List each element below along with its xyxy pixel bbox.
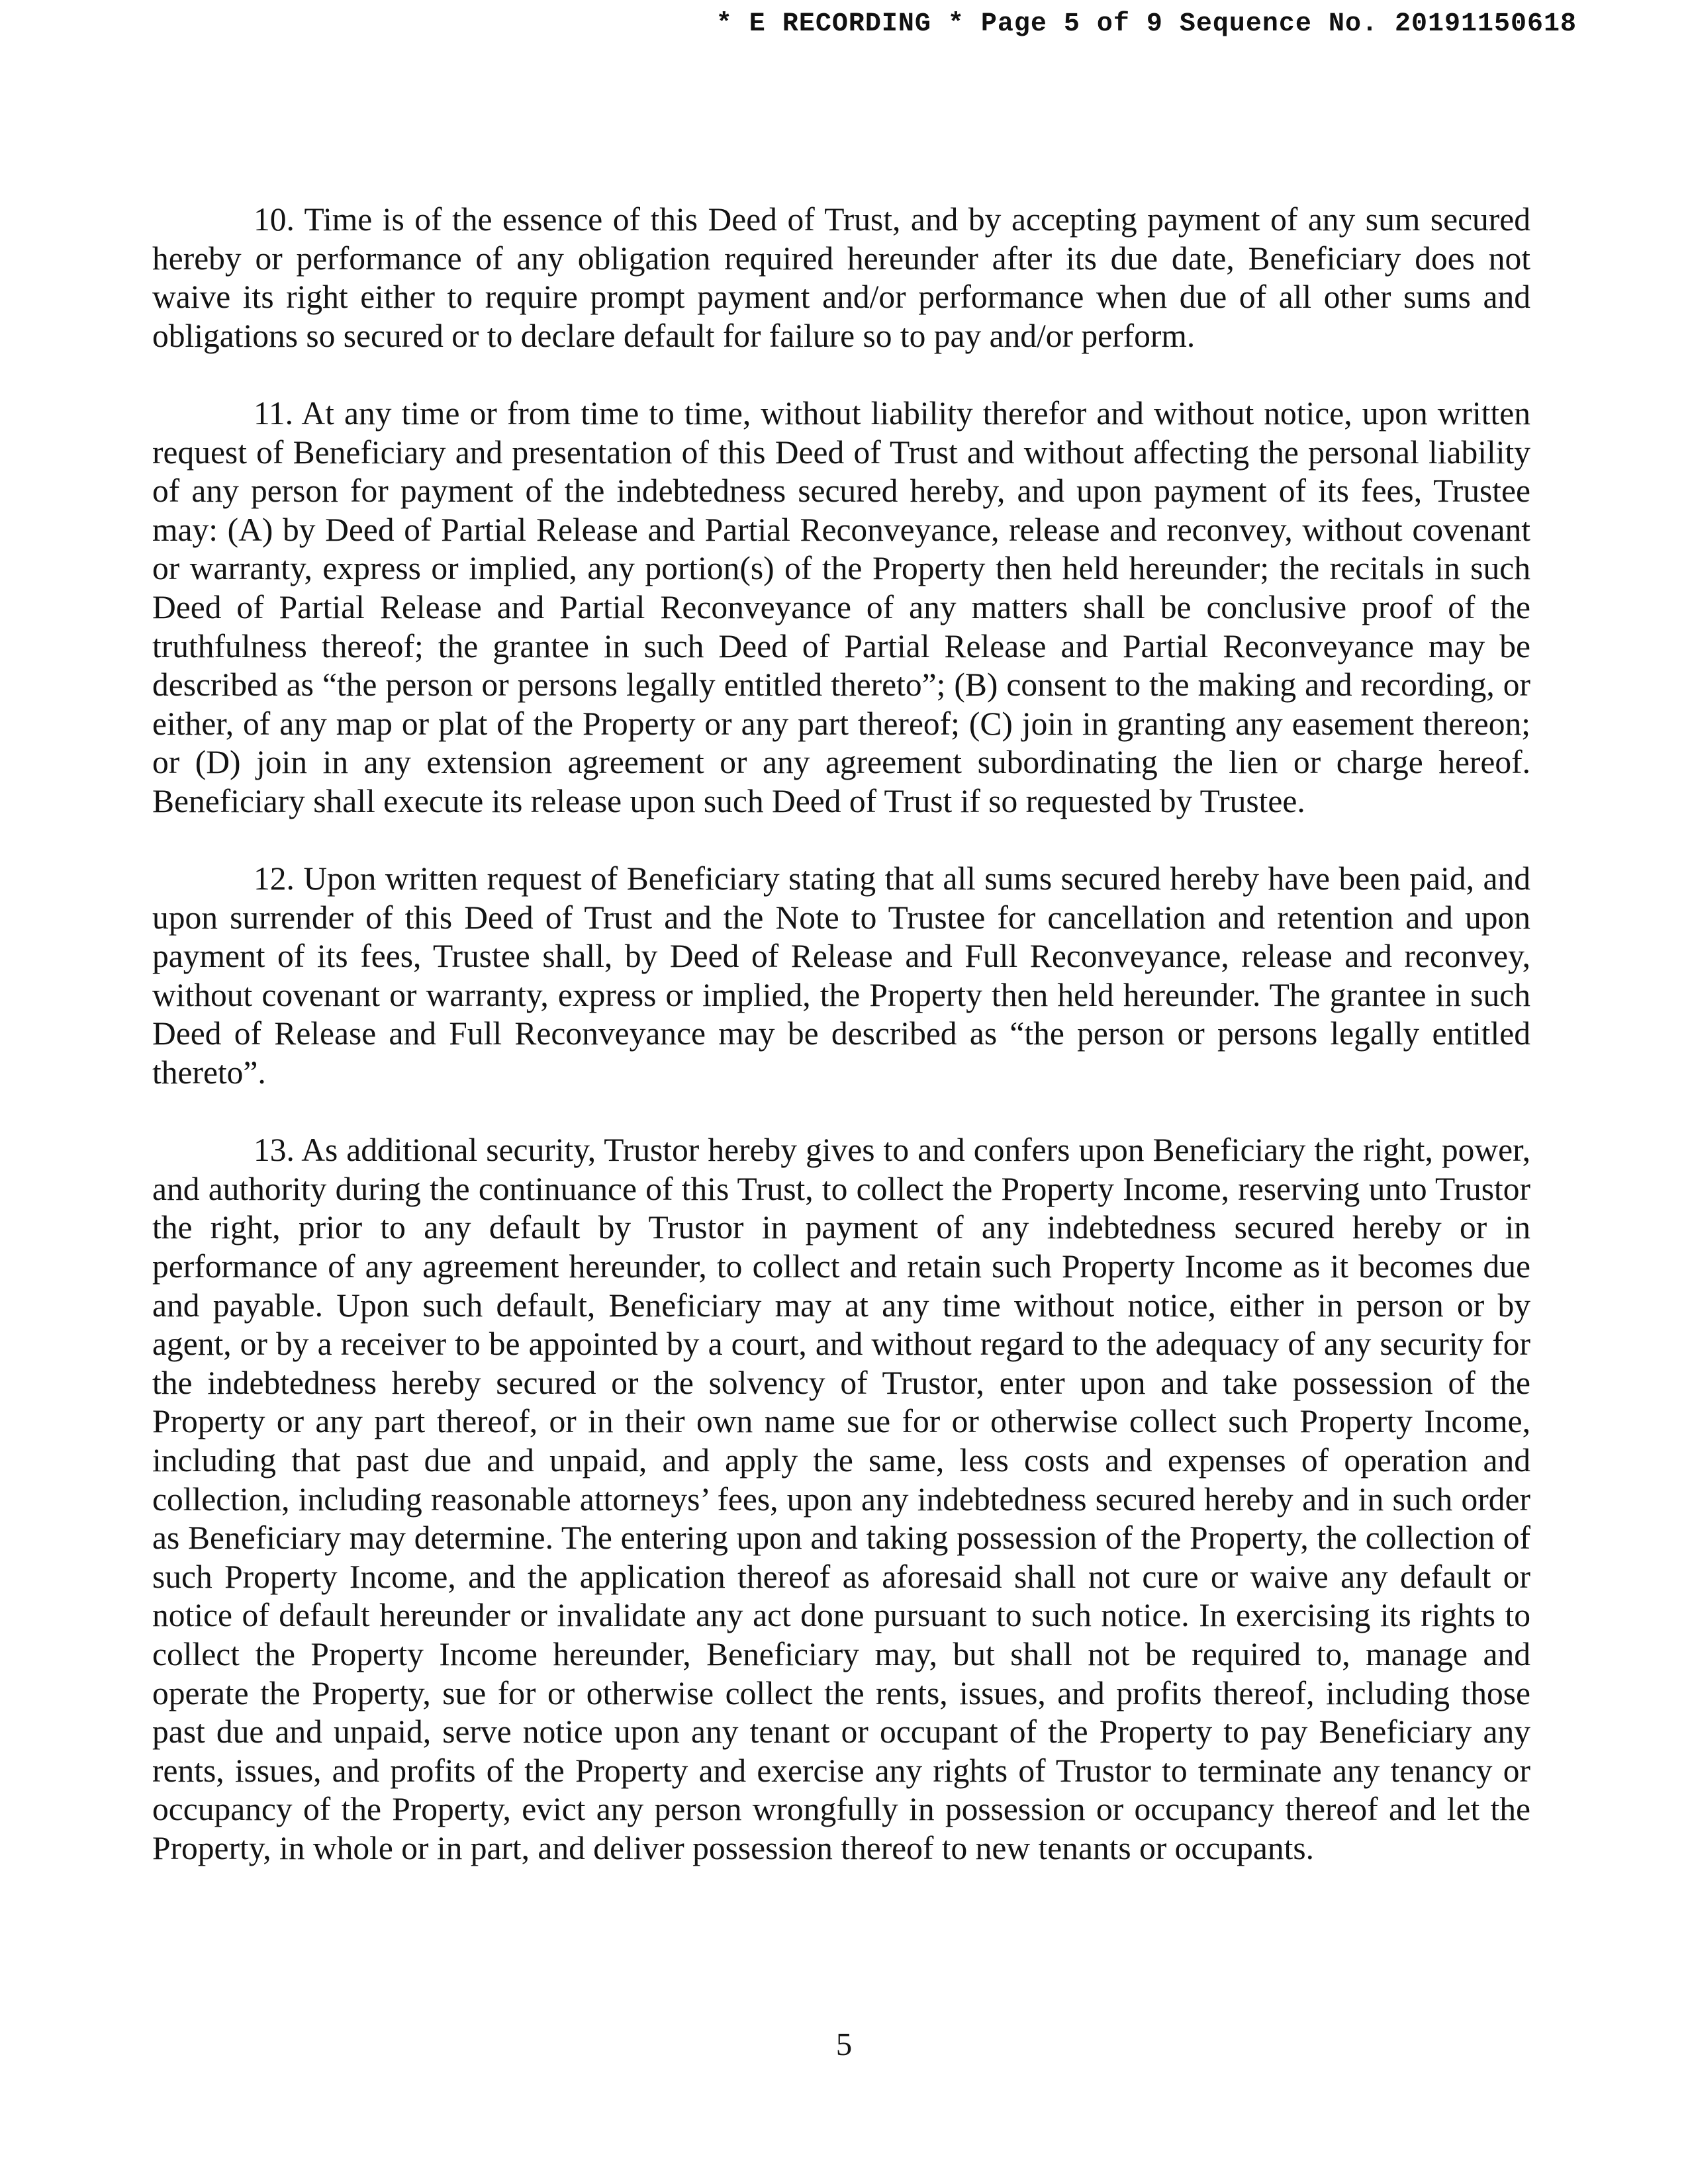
paragraph-12: 12. Upon written request of Beneficiary stating that all sums secured hereby have been paid, and upon surrender of this Deed of Trust and the Note to Trustee for cancellation and retention and upon payment of its fees, Trustee shall, by Deed of Release and Full Reconveyance, release and reconvey, without covenant or warranty, express or implied, the Property then held hereunder. The grantee in such Deed of Release and Full Reconveyance may be described as “the person or persons legally entitled thereto”. (152, 860, 1530, 1091)
recording-header-stamp: * E RECORDING * Page 5 of 9 Sequence No. 20191150618 (716, 9, 1577, 39)
paragraph-11: 11. At any time or from time to time, without liability therefor and without notice, upon written request of Beneficiary and presentation of this Deed of Trust and without affecting the personal liability of any person for payment of the indebtedness secured hereby, and upon payment of its fees, Trustee may: (A) by Deed of Partial Release and Partial Reconveyance, release and reconvey, without covenant or warranty, express or implied, any portion(s) of the Property then held hereunder; the recitals in such Deed of Partial Release and Partial Reconveyance of any matters shall be conclusive proof of the truthfulness thereof; the grantee in such Deed of Partial Release and Partial Reconveyance may be described as “the person or persons legally entitled thereto”; (B) consent to the making and recording, or either, of any map or plat of the Property or any part thereof; (C) join in granting any easement thereon; or (D) join in any extension agreement or any agreement subordinating the lien or charge hereof. Beneficiary shall execute its release upon such Deed of Trust if so requested by Trustee. (152, 394, 1530, 819)
paragraph-13: 13. As additional security, Trustor hereby gives to and confers upon Beneficiary the right, power, and authority during the continuance of this Trust, to collect the Property Income, reserving unto Trustor the right, prior to any default by Trustor in payment of any indebtedness secured hereby or in performance of any agreement hereunder, to collect and retain such Property Income as it becomes due and payable. Upon such default, Beneficiary may at any time without notice, either in person or by agent, or by a receiver to be appointed by a court, and without regard to the adequacy of any security for the indebtedness hereby secured or the solvency of Trustor, enter upon and take possession of the Property or any part thereof, or in their own name sue for or otherwise collect such Property Income, including that past due and unpaid, and apply the same, less costs and expenses of operation and collection, including reasonable attorneys’ fees, upon any indebtedness secured hereby and in such order as Beneficiary may determine. The entering upon and taking possession of the Property, the collection of such Property Income, and the application thereof as aforesaid shall not cure or waive any default or notice of default hereunder or invalidate any act done pursuant to such notice. In exercising its rights to collect the Property Income hereunder, Beneficiary may, but shall not be required to, manage and operate the Property, sue for or otherwise collect the rents, issues, and profits thereof, including those past due and unpaid, serve notice upon any tenant or occupant of the Property to pay Beneficiary any rents, issues, and profits of the Property and exercise any rights of Trustor to terminate any tenancy or occupancy of the Property, evict any person wrongfully in possession or occupancy thereof and let the Property, in whole or in part, and deliver possession thereof to new tenants or occupants. (152, 1132, 1530, 1866)
paragraph-10: 10. Time is of the essence of this Deed of Trust, and by accepting payment of any sum secured hereby or performance of any obligation required hereunder after its due date, Beneficiary does not waive its right either to require prompt payment and/or performance when due of all other sums and obligations so secured or to declare default for failure so to pay and/or perform. (152, 201, 1530, 354)
document-body (152, 201, 1530, 1907)
page-number: 5 (835, 2026, 853, 2062)
